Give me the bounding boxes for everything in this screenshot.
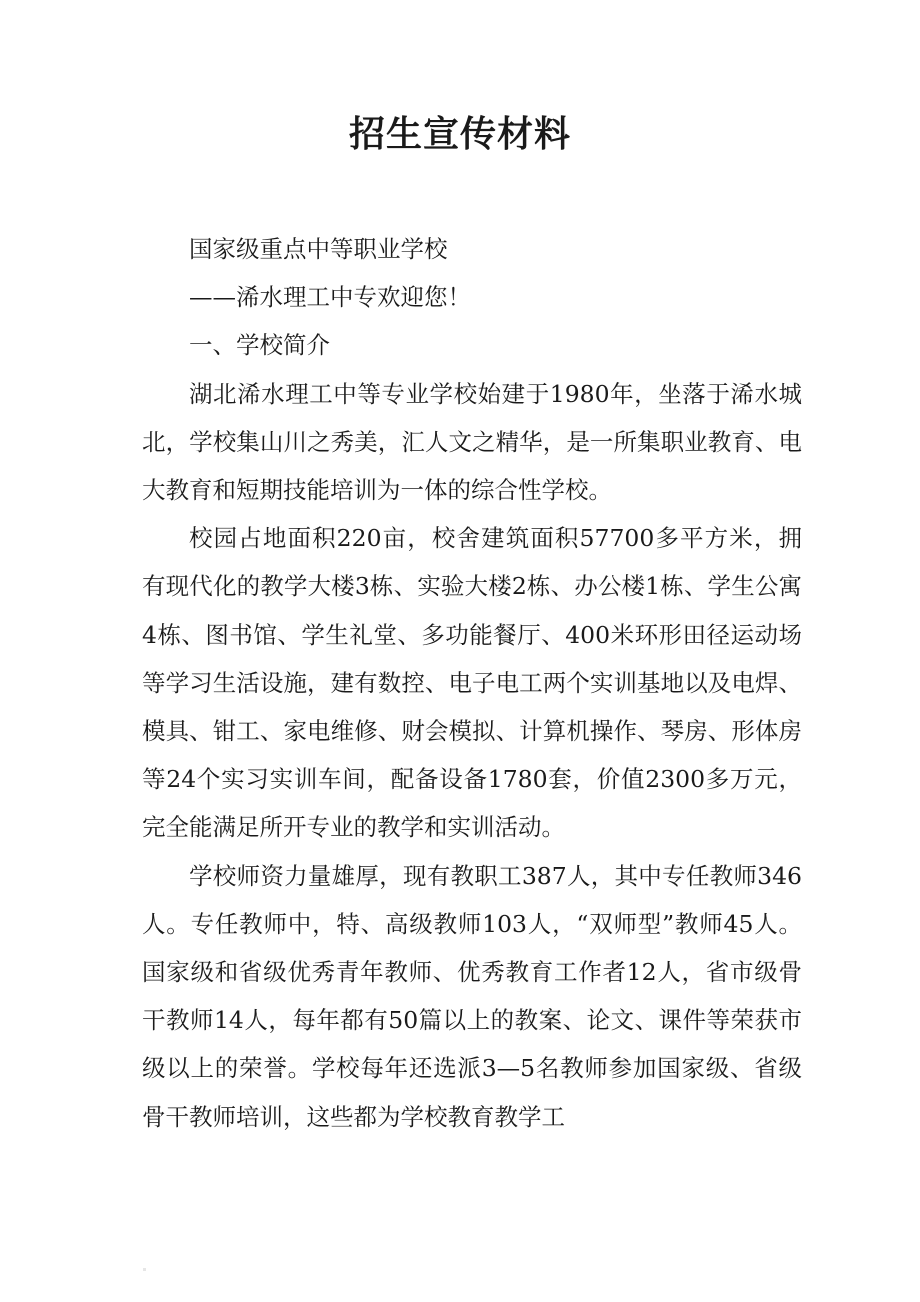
paragraph-school-history: 湖北浠水理工中等专业学校始建于1980年，坐落于浠水城北，学校集山川之秀美，汇人文之精华，是一所集职业教育、电大教育和短期技能培训为一体的综合性学校。: [142, 379, 802, 505]
paragraph-campus-facilities: 校园占地面积220亩，校舍建筑面积57700多平方米，拥有现代化的教学大楼3栋、实验大楼2栋、办公楼1栋、学生公寓4栋、图书馆、学生礼堂、多功能餐厅、400米环形田径运动场等学习生活设施，建有数控、电子电工两个实训基地以及电焊、模具、钳工、家电维修、财会模拟、计算机操作、琴房、形体房等24个实习实训车间，配备设备1780套，价值2300多万元，完全能满足所开专业的教学和实训活动。: [142, 524, 802, 842]
document-body: [142, 225, 802, 1141]
page-mark: [143, 1268, 146, 1271]
paragraph-teaching-staff: 学校师资力量雄厚，现有教职工387人，其中专任教师346人。专任教师中，特、高级教师103人，“双师型”教师45人。国家级和省级优秀青年教师、优秀教育工作者12人，省市级骨干教师14人，每年都有50篇以上的教案、论文、课件等荣获市级以上的荣誉。学校每年还选派3—5名教师参加国家级、省级骨干教师培训，这些都为学校教育教学工: [142, 861, 802, 1131]
document-title: 招生宣传材料: [348, 113, 571, 155]
school-subtitle: 国家级重点中等职业学校: [189, 235, 448, 263]
section-heading-school-intro: 一、学校简介: [189, 331, 330, 360]
welcome-line: ——浠水理工中专欢迎您！: [189, 283, 471, 312]
